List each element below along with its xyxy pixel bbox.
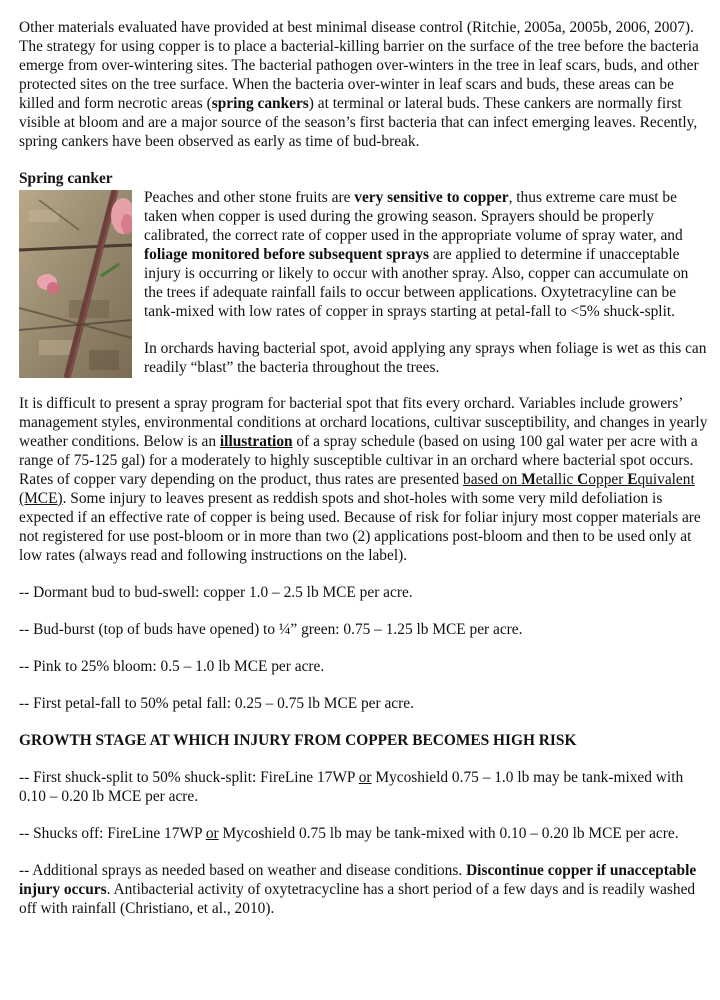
growth-stage-heading: GROWTH STAGE AT WHICH INJURY FROM COPPER BECOMES HIGH RISK: [19, 732, 577, 749]
schedule-item-4: -- First petal-fall to 50% petal fall: 0.25 – 0.75 lb MCE per acre.: [19, 695, 414, 712]
schedule-item-2: -- Bud-burst (top of buds have opened) to ¼” green: 0.75 – 1.25 lb MCE per acre.: [19, 621, 523, 638]
canker-paragraph-2: In orchards having bacterial spot, avoid applying any sprays when foliage is wet as this can readily “blast” the bacteria throughout the trees.: [144, 340, 707, 376]
program-b: of a spray schedule (based on using 100 gal water per acre with a range of 75-125 gal) for a moderately to highly susceptible cultivar in an orchard where bacterial spot occurs. Rates of copper vary depending on the product, thus rates are presented: [19, 433, 698, 488]
spring-canker-photo: [19, 190, 132, 378]
risk-item-3: [19, 861, 709, 918]
schedule-item-3: -- Pink to 25% bloom: 0.5 – 1.0 lb MCE per acre.: [19, 658, 325, 675]
intro-paragraph: [19, 18, 709, 151]
risk1-or: or: [358, 769, 372, 786]
illustration-link: illustration: [219, 433, 293, 450]
intro-bold-term: spring cankers: [211, 95, 309, 112]
mce-opper: opper: [588, 471, 628, 488]
canker-paragraph-1: [144, 188, 709, 321]
program-tail: . Some injury to leaves present as reddish spots and shot-holes with some very mild defoliation is expected if an effective rate of copper is being used. Because of risk for foliar injury most copper materials are not registered for use post-bloom or in more than two (2) applications post-bloom and then to be used only at low rates (always read and following instructions on the label).: [19, 490, 701, 564]
intro-tail: ) at terminal or lateral buds. These cankers are normally first visible at bloom and are a major source of the season’s first bacteria that can infect emerging leaves. Recently, spring cankers have been observed as early as time of bud-break.: [19, 95, 698, 150]
spray-program-paragraph: [19, 394, 709, 565]
spring-canker-section: [19, 188, 709, 378]
mce-m: M: [521, 471, 536, 488]
risk1-a: -- First shuck-split to 50% shuck-split: FireLine 17WP: [19, 769, 359, 786]
risk1-b: Mycoshield 0.75 – 1.0 lb may be tank-mixed with 0.10 – 0.20 lb MCE per acre.: [19, 769, 684, 805]
risk2-b: Mycoshield 0.75 lb may be tank-mixed with 0.10 – 0.20 lb MCE per acre.: [218, 825, 679, 842]
mce-quivalent: quivalent (MCE): [19, 471, 695, 507]
mce-based-on: based on: [463, 471, 522, 488]
spring-canker-text: [144, 188, 709, 377]
risk3-bold: Discontinue copper if unacceptable injury occurs: [19, 862, 697, 898]
canker-p1-bold-foliage: foliage monitored before subsequent sprays: [144, 246, 430, 263]
canker-p1-bold-sensitive: very sensitive to copper: [354, 189, 509, 206]
risk-item-2: [19, 824, 709, 843]
canker-p1-a: Peaches and other stone fruits are: [144, 189, 355, 206]
risk-item-1: [19, 768, 709, 806]
schedule-item-1: -- Dormant bud to bud-swell: copper 1.0 – 2.5 lb MCE per acre.: [19, 584, 413, 601]
mce-c: C: [577, 471, 589, 488]
document-page: [19, 18, 709, 936]
mce-e: E: [627, 471, 638, 488]
spring-canker-heading: Spring canker: [19, 170, 113, 187]
risk3-b: . Antibacterial activity of oxytetracycline has a short period of a few days and is readily washed off with rainfall (Christiano, et al., 2010).: [19, 881, 696, 917]
intro-text: Other materials evaluated have provided at best minimal disease control (Ritchie, 2005a, 2005b, 2006, 2007). The strategy for using copper is to place a bacterial-killing barrier on the surface of the tree before the bacteria emerge from over-wintering sites. The bacterial pathogen over-winters in the tree in leaf scars, buds, and other protected sites on the tree surface. When the bacteria over-winter in leaf scars and buds, these areas can be killed and form necrotic areas (: [19, 19, 699, 112]
risk2-a: -- Shucks off: FireLine 17WP: [19, 825, 206, 842]
mce-etallic: etallic: [535, 471, 578, 488]
canker-p1-c: , thus extreme care must be taken when copper is used during the growing season. Sprayers should be properly calibrated, the correct rate of copper used in the appropriate volume of spray water, and: [144, 189, 683, 244]
risk2-or: or: [205, 825, 219, 842]
program-a: It is difficult to present a spray program for bacterial spot that fits every orchard. Variables include growers’ management styles, environmental conditions at orchard locations, cultivar susceptibility, and changes in yearly weather conditions. Below is an: [19, 395, 708, 450]
risk3-a: -- Additional sprays as needed based on weather and disease conditions.: [19, 862, 467, 879]
canker-p1-e: are applied to determine if unacceptable injury is occurring or likely to occur with another spray. Also, copper can accumulate on the trees if adequate rainfall fails to occur between applications. Oxytetracyline can be tank-mixed with low rates of copper in sprays starting at petal-fall to <5% shuck-split.: [144, 246, 689, 320]
